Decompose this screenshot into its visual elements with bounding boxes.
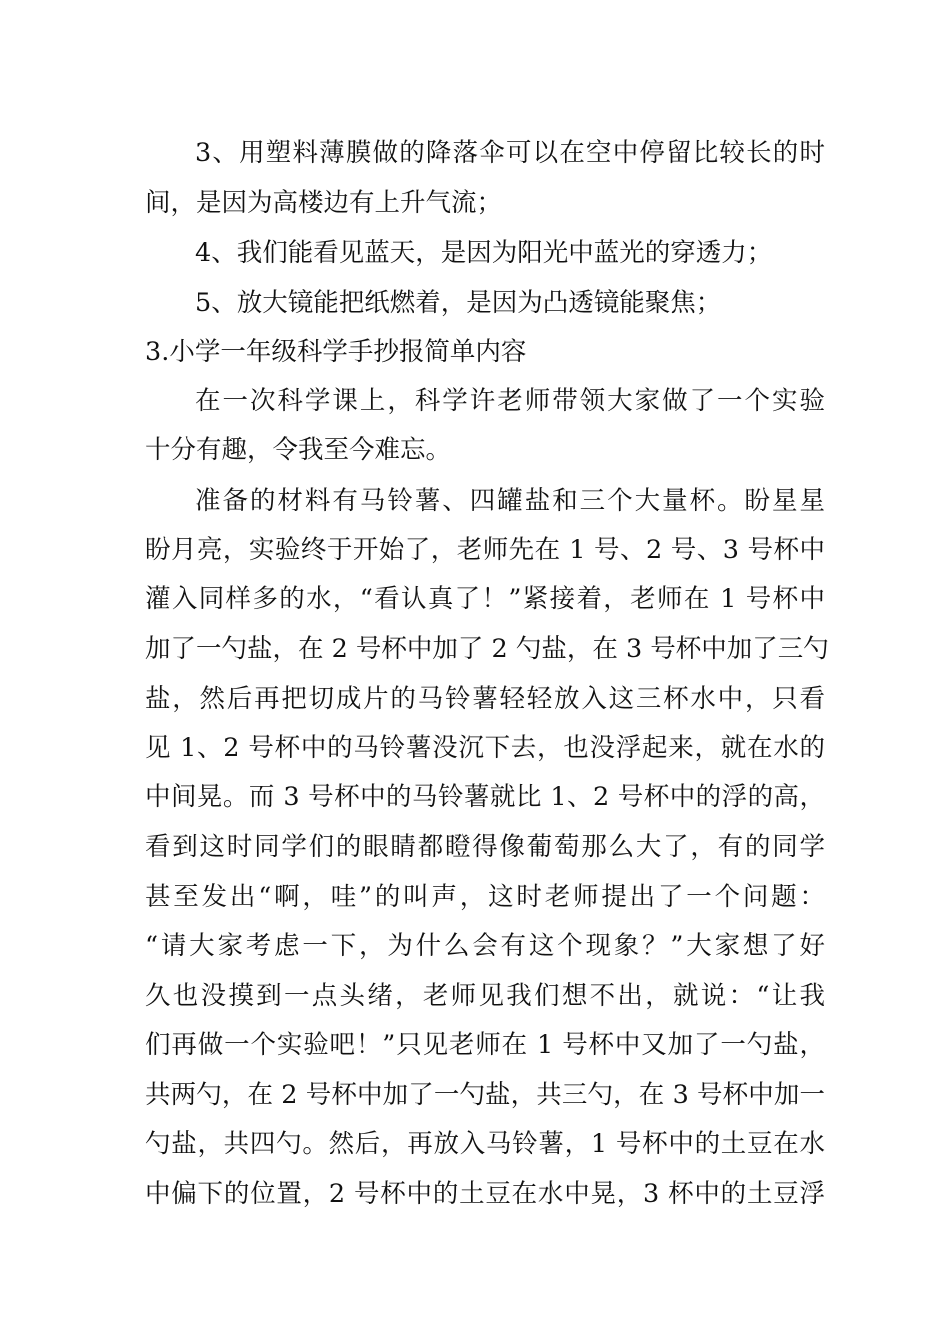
paragraph-line: 共两勺，在 2 号杯中加了一勺盐，共三勺，在 3 号杯中加一 bbox=[145, 1080, 825, 1110]
paragraph-line: 久也没摸到一点头绪，老师见我们想不出，就说：“让我 bbox=[145, 981, 825, 1011]
paragraph-line: 甚至发出“啊，哇”的叫声，这时老师提出了一个问题： bbox=[145, 882, 825, 912]
paragraph-line: 勺盐，共四勺。然后，再放入马铃薯，1 号杯中的土豆在水 bbox=[145, 1129, 825, 1159]
paragraph-line: 盐，然后再把切成片的马铃薯轻轻放入这三杯水中，只看 bbox=[145, 684, 825, 714]
paragraph-line: 灌入同样多的水，“看认真了！”紧接着，老师在 1 号杯中 bbox=[145, 584, 825, 614]
paragraph-line: 4、我们能看见蓝天，是因为阳光中蓝光的穿透力； bbox=[195, 238, 773, 268]
paragraph-line: 们再做一个实验吧！”只见老师在 1 号杯中又加了一勺盐， bbox=[145, 1030, 825, 1060]
section-heading: 3.小学一年级科学手抄报简单内容 bbox=[145, 337, 527, 367]
paragraph-line: 间，是因为高楼边有上升气流； bbox=[145, 188, 503, 218]
paragraph-line: 加了一勺盐，在 2 号杯中加了 2 勺盐，在 3 号杯中加了三勺 bbox=[145, 634, 829, 664]
paragraph-line: 盼月亮，实验终于开始了，老师先在 1 号、2 号、3 号杯中 bbox=[145, 535, 825, 565]
paragraph-line: 准备的材料有马铃薯、四罐盐和三个大量杯。盼星星 bbox=[195, 486, 825, 516]
paragraph-line: “请大家考虑一下，为什么会有这个现象？”大家想了好 bbox=[145, 931, 825, 961]
paragraph-line: 3、用塑料薄膜做的降落伞可以在空中停留比较长的时 bbox=[195, 138, 825, 168]
paragraph-line: 中间晃。而 3 号杯中的马铃薯就比 1、2 号杯中的浮的高， bbox=[145, 782, 825, 812]
paragraph-line: 十分有趣，令我至今难忘。 bbox=[145, 435, 452, 465]
paragraph-line: 在一次科学课上，科学许老师带领大家做了一个实验 bbox=[195, 386, 825, 416]
paragraph-line: 看到这时同学们的眼睛都瞪得像葡萄那么大了，有的同学 bbox=[145, 832, 825, 862]
paragraph-line: 中偏下的位置，2 号杯中的土豆在水中晃，3 杯中的土豆浮 bbox=[145, 1179, 825, 1209]
paragraph-line: 见 1、2 号杯中的马铃薯没沉下去，也没浮起来，就在水的 bbox=[145, 733, 825, 763]
paragraph-line: 5、放大镜能把纸燃着，是因为凸透镜能聚焦； bbox=[195, 288, 722, 318]
